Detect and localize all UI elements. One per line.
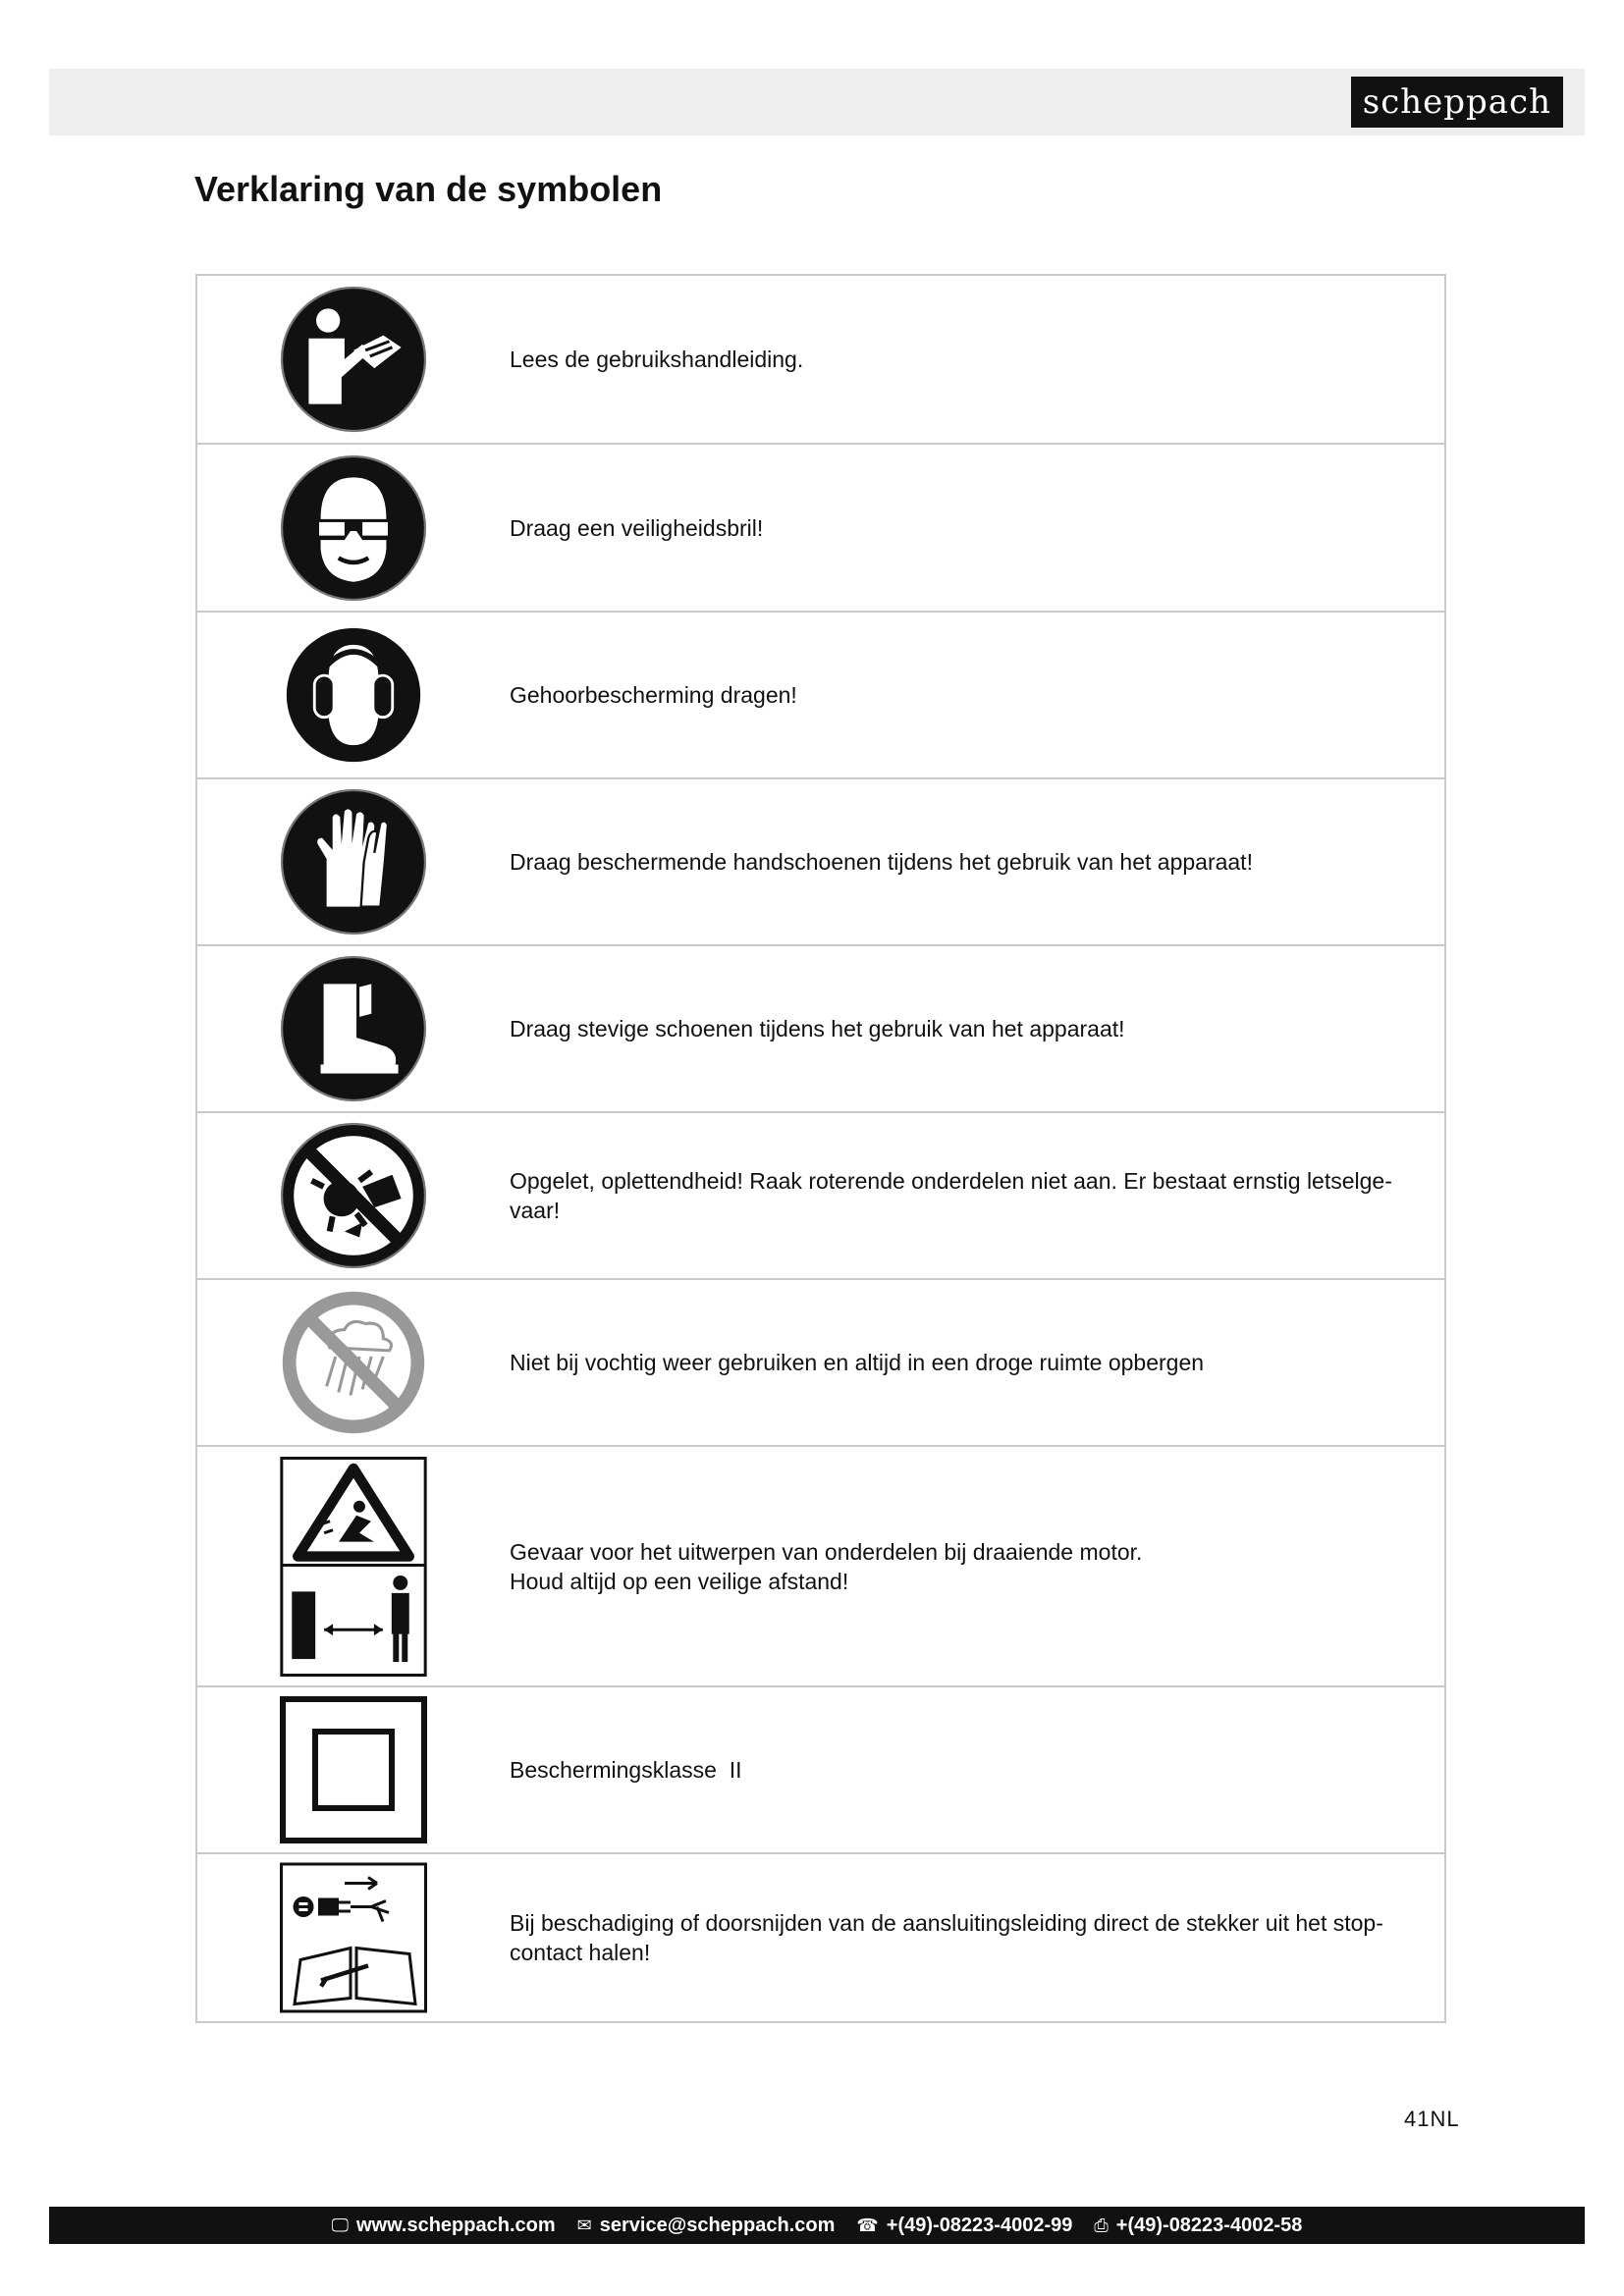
symbol-row	[197, 944, 1444, 1111]
ejection-hazard-icon	[280, 1457, 427, 1677]
protective-gloves-icon	[279, 787, 428, 936]
symbol-description: Draag stevige schoenen tijdens het gebruik van het apparaat!	[510, 1016, 1125, 1041]
symbol-description: Opgelet, oplettendheid! Raak roterende onderdelen niet aan. Er bestaat ernstig letselge- vaar!	[510, 1168, 1392, 1223]
symbol-row	[197, 611, 1444, 777]
symbol-description: Gehoorbescherming dragen!	[510, 682, 797, 708]
symbol-description: Draag een veiligheidsbril!	[510, 514, 764, 541]
symbol-table	[195, 274, 1446, 2023]
page-number: 41NL	[1404, 2107, 1460, 2131]
rotating-parts-warning-icon	[279, 1121, 428, 1270]
symbol-description: Beschermingsklasse II	[510, 1757, 742, 1783]
symbol-row	[197, 1445, 1444, 1685]
unplug-damaged-cable-icon	[280, 1862, 427, 2013]
computer-icon: 🖵	[331, 2215, 349, 2235]
symbol-row	[197, 1852, 1444, 2021]
symbol-row	[197, 443, 1444, 611]
phone-icon: ☎	[856, 2215, 879, 2235]
symbol-description: Gevaar voor het uitwerpen van onderdelen bij draaiende motor. Houd altijd op een veilige afstand!	[510, 1538, 1143, 1594]
symbol-description: Bij beschadiging of doorsnijden van de aansluitingsleiding direct de stekker uit het stop- contact halen!	[510, 1910, 1383, 1965]
safety-boots-icon	[279, 954, 428, 1103]
scheppach-logo: scheppach	[1351, 77, 1563, 128]
footer-email[interactable]: service@scheppach.com	[599, 2214, 836, 2236]
hearing-protection-icon	[284, 625, 423, 765]
fax-icon: ⎙	[1094, 2215, 1109, 2235]
symbol-row	[197, 1685, 1444, 1852]
symbol-row	[197, 1278, 1444, 1445]
page-title: Verklaring van de symbolen	[194, 169, 663, 209]
read-manual-icon	[279, 285, 428, 434]
no-rain-icon	[279, 1288, 428, 1437]
symbol-row	[197, 777, 1444, 944]
footer-website[interactable]: www.scheppach.com	[355, 2214, 556, 2236]
footer-fax: +(49)-08223-4002-58	[1115, 2214, 1303, 2236]
protection-class-ii-icon	[280, 1696, 427, 1843]
safety-goggles-icon	[279, 454, 428, 603]
header-band	[49, 69, 1585, 135]
symbol-row	[197, 276, 1444, 443]
footer-bar	[49, 2207, 1585, 2244]
symbol-row	[197, 1111, 1444, 1278]
symbol-description: Draag beschermende handschoenen tijdens het gebruik van het apparaat!	[510, 849, 1253, 875]
symbol-description: Niet bij vochtig weer gebruiken en altijd in een droge ruimte opbergen	[510, 1350, 1205, 1375]
mail-icon: ✉	[576, 2215, 592, 2235]
footer-phone: +(49)-08223-4002-99	[886, 2214, 1073, 2236]
symbol-description: Lees de gebruikshandleiding.	[510, 347, 804, 372]
